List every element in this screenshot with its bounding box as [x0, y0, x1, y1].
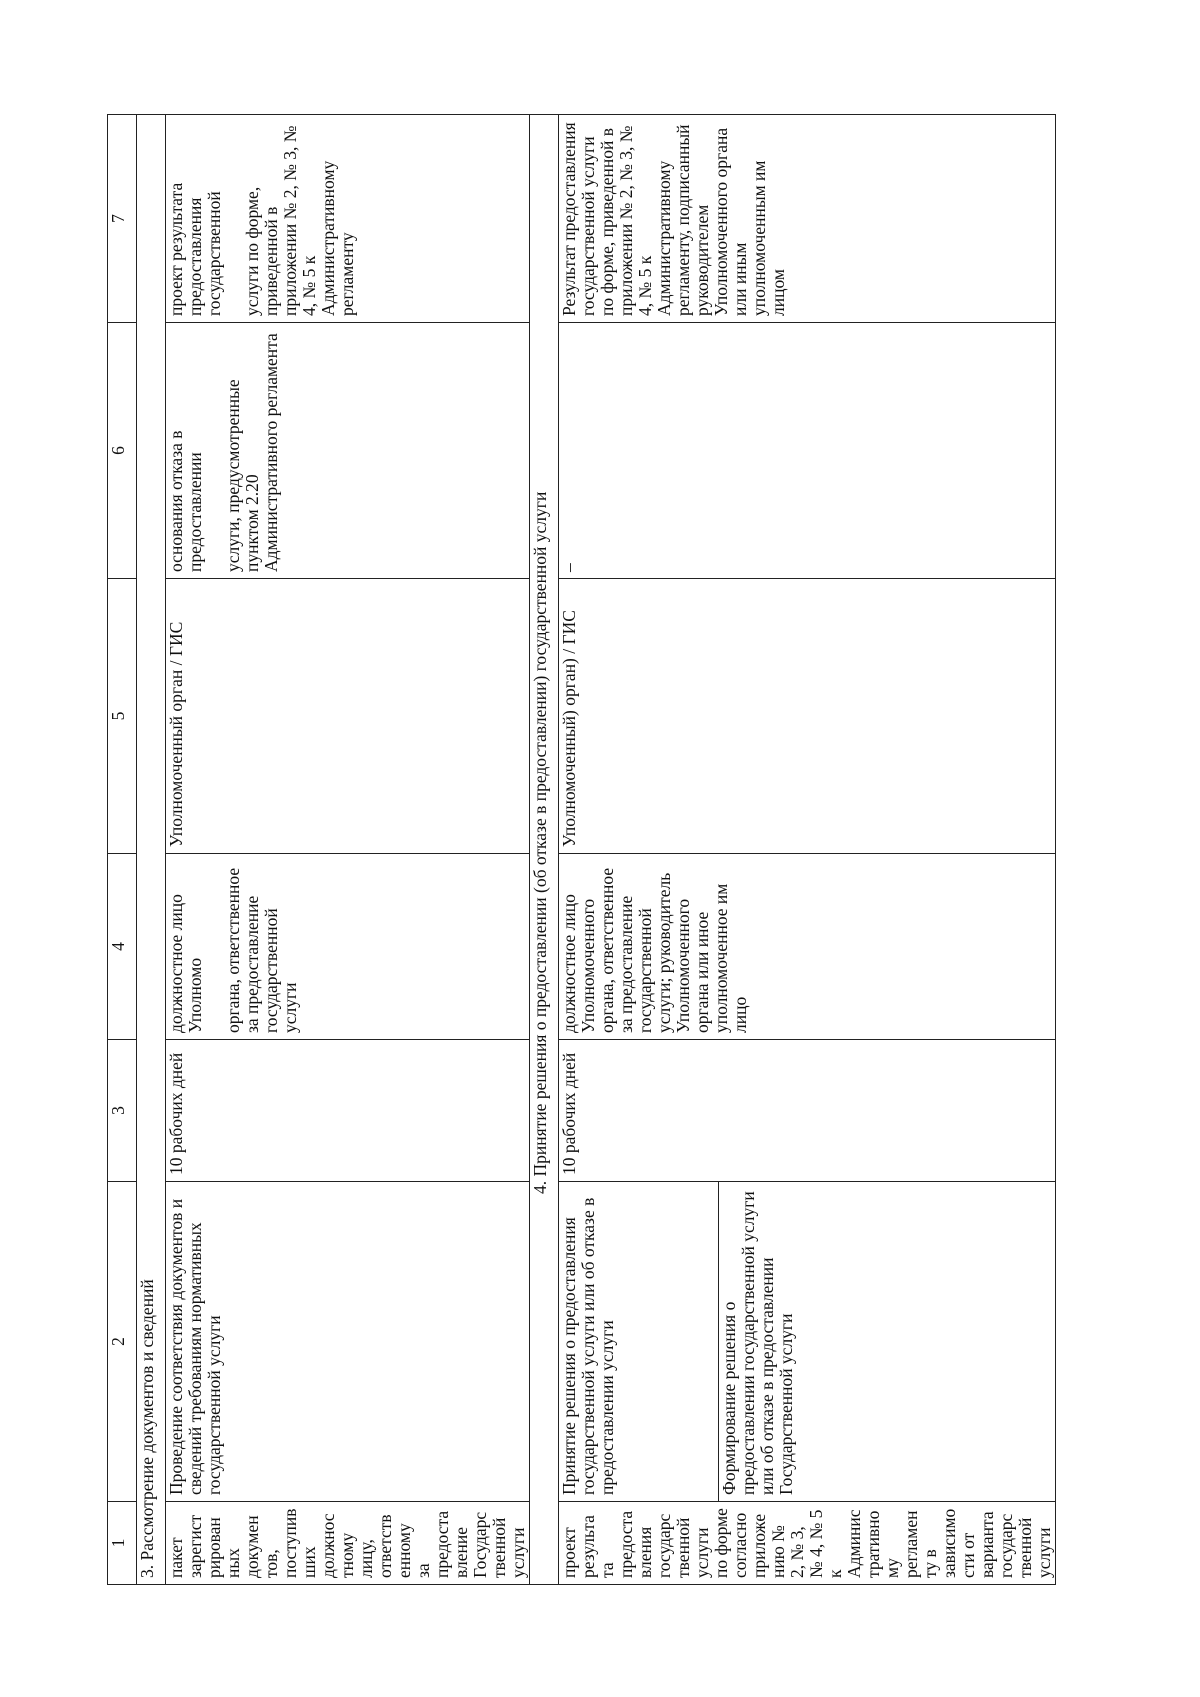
s3-criteria-part-a: основания отказа в предоставлении — [166, 430, 205, 572]
s4-action-decision: Принятие решения о предоставления государственной услуги или об отказе в предоставлении услуги — [559, 1182, 719, 1502]
s3-result-part-a: проект результата предоставления государственной — [166, 182, 224, 316]
section-3-title-row — [137, 115, 166, 1585]
s3-result-part-b: услуги по форме, приведенной в приложении № 2, № 3, № 4, № 5 к Административному регламенту — [242, 125, 357, 316]
s3-action: Проведение соответствия документов и сведений требованиям нормативных государственной услуги — [166, 1182, 530, 1502]
s3-responsible-part-b: органа, ответственное за предоставление государственной услуги — [223, 867, 300, 1033]
header-col-3: 3 — [108, 1040, 137, 1182]
header-row — [108, 115, 137, 1585]
header-col-1: 1 — [108, 1502, 137, 1585]
s4-action-forming: Формирование решения о предоставлении государственной услуги или об отказе в предоставлении Государственной услуги — [718, 1182, 1055, 1502]
s4-criteria: – — [559, 323, 1056, 579]
s3-criteria — [166, 323, 530, 579]
header-col-4: 4 — [108, 854, 137, 1040]
s4-duration: 10 рабочих дней — [559, 1040, 1056, 1182]
section-4-row — [559, 115, 719, 1585]
header-col-7: 7 — [108, 115, 137, 323]
process-table — [107, 114, 1056, 1585]
s3-duration: 10 рабочих дней — [166, 1040, 530, 1182]
section-3-title: 3. Рассмотрение документов и сведений — [137, 115, 166, 1585]
s4-input-docs: проект результата предоставления государственной услуги по форме согласно приложению № 2, № 3, № 4, № 5 к Административному регламенту в зависимости от варианта государственной услуги — [559, 1502, 1056, 1585]
section-3-row — [166, 115, 530, 1585]
header-col-6: 6 — [108, 323, 137, 579]
s3-input-docs: пакет зарегистрированных документов, поступивших должностному лицу, ответственному за предоставление Государственной услуги — [166, 1502, 530, 1585]
section-4-title: 4. Принятие решения о предоставлении (об отказе в предоставлении) государственной услуги — [530, 115, 559, 1585]
s3-criteria-part-b: услуги, предусмотренные пунктом 2.20 Административного регламента — [223, 333, 281, 572]
s3-result — [166, 115, 530, 323]
s4-place: Уполномоченный) орган) / ГИС — [559, 579, 1056, 854]
s3-responsible — [166, 854, 530, 1040]
section-4-title-row — [530, 115, 559, 1585]
s4-result: Результат предоставления государственной услуги по форме, приведенной в приложении № 2, № 3, № 4, № 5 к Административному регламенту, подписанный руководителем Уполномоченного органа или иным уполномоченным им лицом — [559, 115, 1056, 323]
s3-place: Уполномоченный орган / ГИС — [166, 579, 530, 854]
header-col-5: 5 — [108, 579, 137, 854]
header-col-2: 2 — [108, 1182, 137, 1502]
s4-responsible: должностное лицо Уполномоченного органа, ответственное за предоставление государственной услуги; руководитель Уполномоченного органа или иное уполномоченное им лицо — [559, 854, 1056, 1040]
s3-responsible-part-a: должностное лицо Уполномо — [166, 894, 205, 1033]
